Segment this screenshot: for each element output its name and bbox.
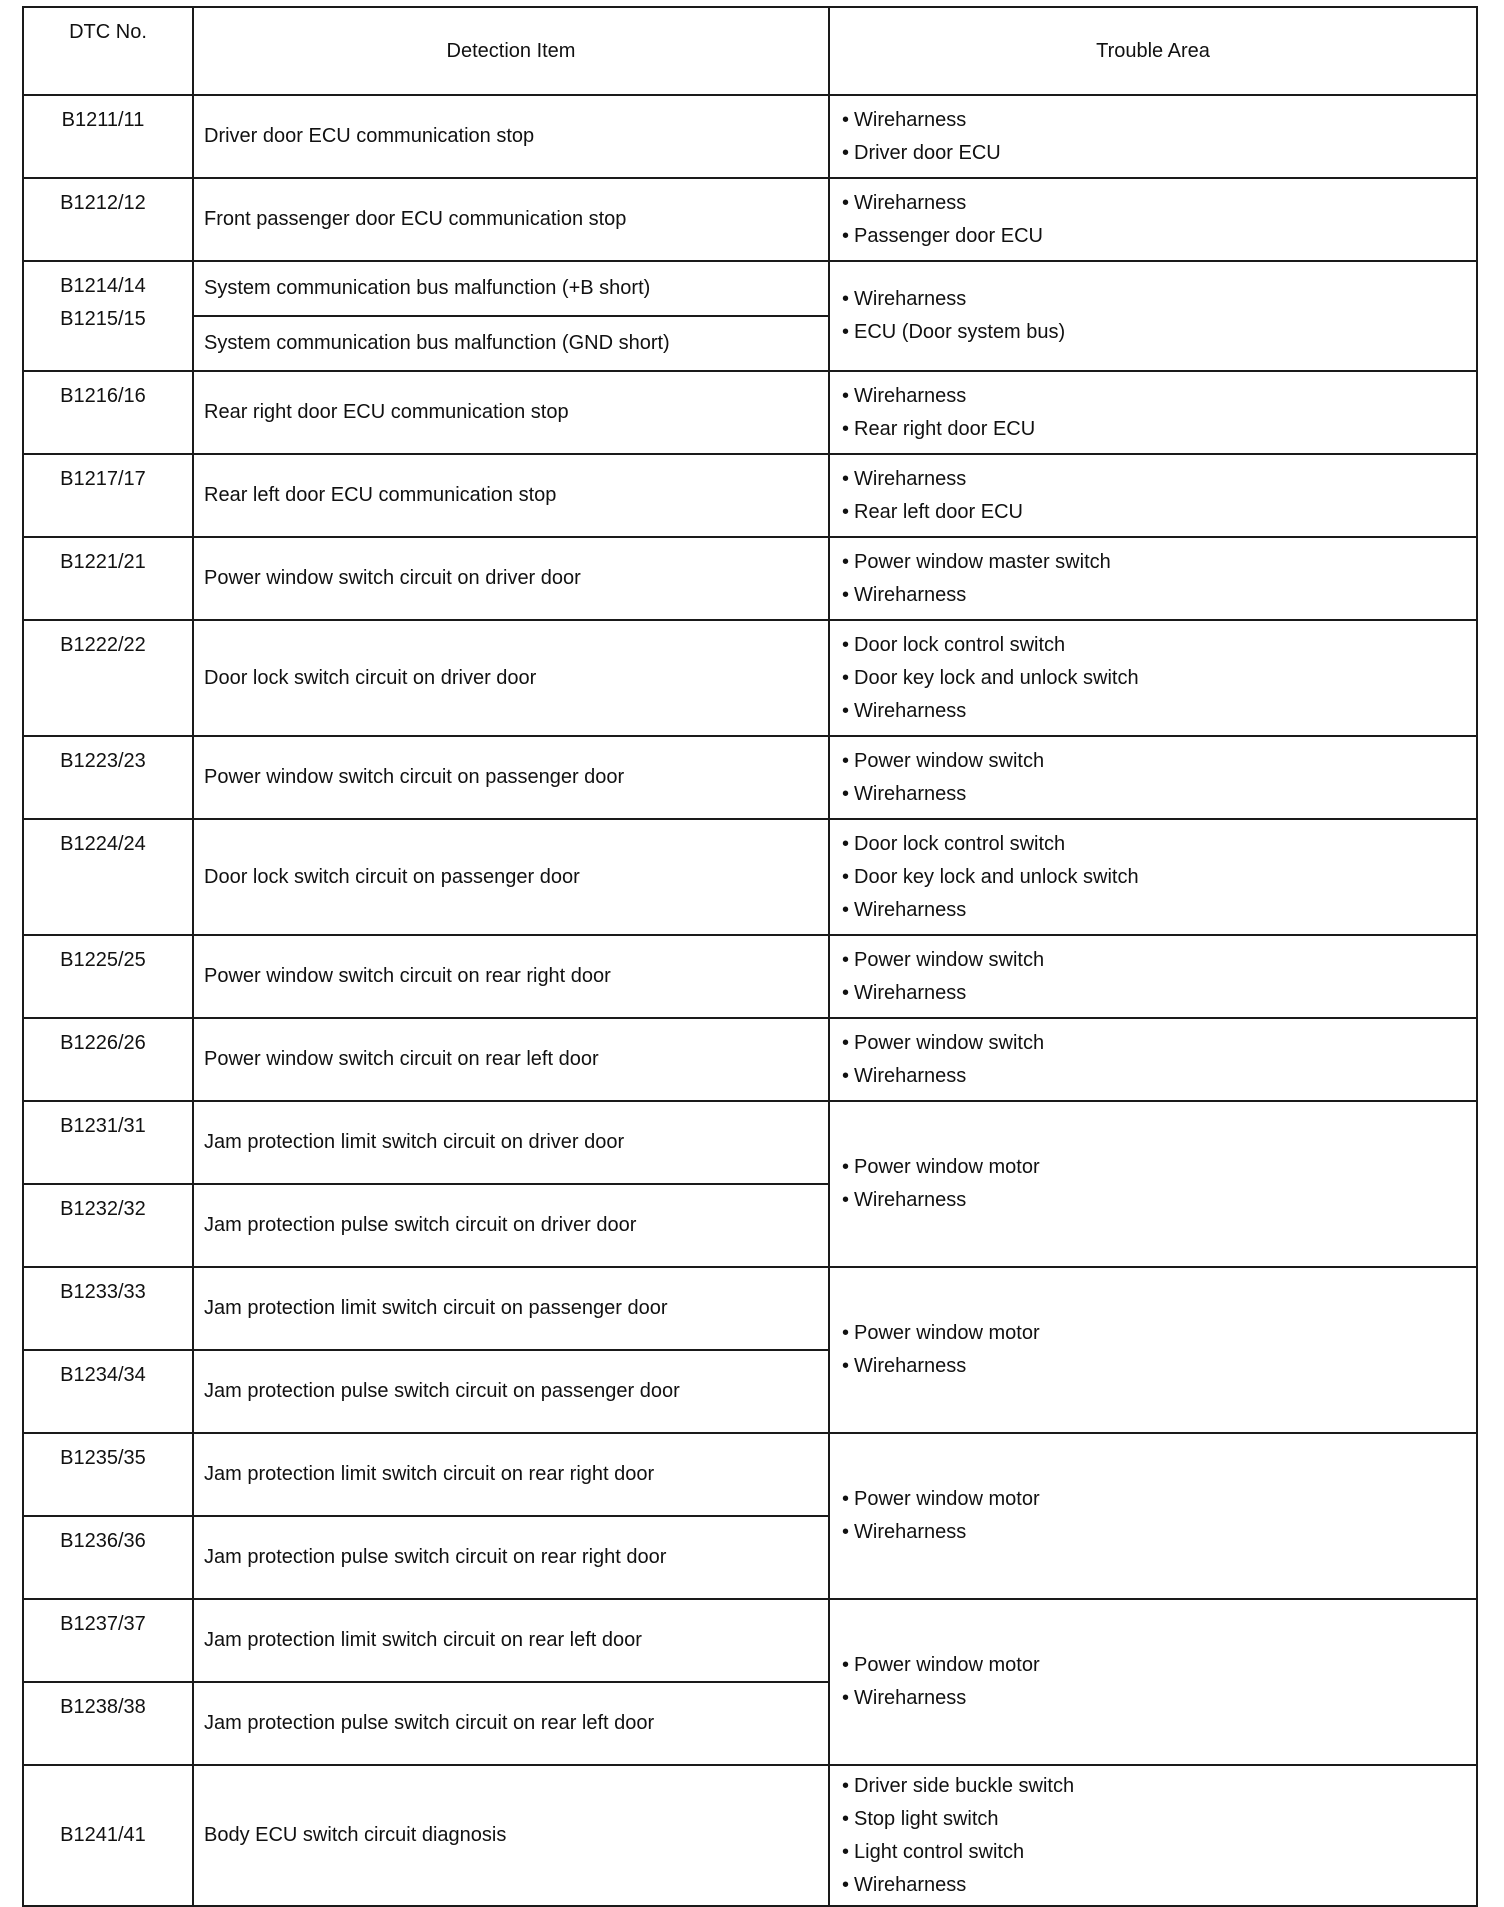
detection-item: Body ECU switch circuit diagnosis	[193, 1765, 829, 1906]
bullet-icon: •	[842, 1840, 850, 1863]
bullet-icon: •	[842, 948, 850, 971]
trouble-item: • Wireharness	[842, 695, 1476, 728]
dtc-code: B1232/32	[23, 1184, 193, 1267]
table-row	[23, 1267, 1477, 1350]
dtc-code: B1237/37	[23, 1599, 193, 1682]
trouble-item: • Power window switch	[842, 1027, 1476, 1060]
detection-item: Door lock switch circuit on driver door	[193, 620, 829, 736]
bullet-icon: •	[842, 550, 850, 573]
trouble-item: • Door key lock and unlock switch	[842, 861, 1476, 894]
detection-item: Jam protection limit switch circuit on rear left door	[193, 1599, 829, 1682]
trouble-item: • Power window motor	[842, 1649, 1476, 1682]
trouble-area	[829, 261, 1477, 371]
trouble-item: • Light control switch	[842, 1836, 1476, 1869]
dtc-code: B1216/16	[23, 371, 193, 454]
bullet-icon: •	[842, 1687, 850, 1709]
header-dtc-no: DTC No.	[23, 7, 193, 95]
dtc-code: B1222/22	[23, 620, 193, 736]
trouble-item: • Power window motor	[842, 1483, 1476, 1516]
table-row	[23, 819, 1477, 935]
detection-item: Rear right door ECU communication stop	[193, 371, 829, 454]
dtc-code: B1238/38	[23, 1682, 193, 1765]
dtc-code: B1214/14 B1215/15	[23, 261, 193, 371]
trouble-area	[829, 1267, 1477, 1433]
trouble-area	[829, 1018, 1477, 1101]
bullet-icon: •	[842, 1189, 850, 1211]
dtc-code: B1236/36	[23, 1516, 193, 1599]
table-row	[23, 620, 1477, 736]
trouble-area	[829, 537, 1477, 620]
detection-item: Power window switch circuit on passenger door	[193, 736, 829, 819]
trouble-item: • Power window master switch	[842, 546, 1476, 579]
bullet-icon: •	[842, 898, 850, 921]
detection-item: Jam protection pulse switch circuit on driver door	[193, 1184, 829, 1267]
trouble-item: • Wireharness	[842, 463, 1476, 496]
trouble-item: • Door lock control switch	[842, 629, 1476, 662]
trouble-item: • Wireharness	[842, 1516, 1476, 1549]
dtc-code: B1221/21	[23, 537, 193, 620]
table-row	[23, 371, 1477, 454]
detection-item: System communication bus malfunction (+B short)	[193, 261, 829, 316]
table-row	[23, 1433, 1477, 1516]
bullet-icon: •	[842, 832, 850, 855]
dtc-code: B1217/17	[23, 454, 193, 537]
trouble-area	[829, 178, 1477, 261]
trouble-item: • Rear right door ECU	[842, 413, 1476, 446]
trouble-item: • Power window motor	[842, 1317, 1476, 1350]
bullet-icon: •	[842, 1031, 850, 1054]
dtc-code: B1241/41	[23, 1765, 193, 1906]
detection-item: Jam protection pulse switch circuit on passenger door	[193, 1350, 829, 1433]
trouble-item: • Wireharness	[842, 380, 1476, 413]
dtc-code: B1234/34	[23, 1350, 193, 1433]
trouble-item: • Door lock control switch	[842, 828, 1476, 861]
bullet-icon: •	[842, 865, 850, 888]
trouble-item: • Wireharness	[842, 1350, 1476, 1383]
bullet-icon: •	[842, 1355, 850, 1377]
detection-item: Power window switch circuit on driver door	[193, 537, 829, 620]
trouble-area	[829, 620, 1477, 736]
trouble-item: • Wireharness	[842, 1060, 1476, 1093]
trouble-area	[829, 1765, 1477, 1906]
bullet-icon: •	[842, 1807, 850, 1830]
detection-item: Jam protection pulse switch circuit on rear left door	[193, 1682, 829, 1765]
bullet-icon: •	[842, 981, 850, 1004]
trouble-item: • Wireharness	[842, 778, 1476, 811]
bullet-icon: •	[842, 224, 850, 247]
table-row	[23, 537, 1477, 620]
trouble-item: • Driver side buckle switch	[842, 1770, 1476, 1803]
bullet-icon: •	[842, 141, 850, 164]
trouble-item: • Wireharness	[842, 1682, 1476, 1715]
detection-item: Front passenger door ECU communication stop	[193, 178, 829, 261]
dtc-code: B1231/31	[23, 1101, 193, 1184]
detection-item: Power window switch circuit on rear right door	[193, 935, 829, 1018]
trouble-item: • Wireharness	[842, 1869, 1476, 1902]
trouble-area	[829, 371, 1477, 454]
table-row	[23, 1765, 1477, 1906]
trouble-area	[829, 819, 1477, 935]
dtc-code: B1212/12	[23, 178, 193, 261]
detection-item: Door lock switch circuit on passenger door	[193, 819, 829, 935]
trouble-area	[829, 1433, 1477, 1599]
bullet-icon: •	[842, 417, 850, 440]
trouble-area	[829, 1599, 1477, 1765]
dtc-code: B1225/25	[23, 935, 193, 1018]
header-trouble-area: Trouble Area	[829, 7, 1477, 95]
table-row	[23, 935, 1477, 1018]
detection-item: Jam protection pulse switch circuit on rear right door	[193, 1516, 829, 1599]
header-detection-item: Detection Item	[193, 7, 829, 95]
table-row	[23, 736, 1477, 819]
table-row	[23, 1018, 1477, 1101]
dtc-table	[22, 6, 1478, 1907]
bullet-icon: •	[842, 782, 850, 805]
trouble-item: • Power window motor	[842, 1151, 1476, 1184]
bullet-icon: •	[842, 633, 850, 656]
bullet-icon: •	[842, 1654, 850, 1676]
bullet-icon: •	[842, 1774, 850, 1797]
dtc-code: B1226/26	[23, 1018, 193, 1101]
trouble-item: • Driver door ECU	[842, 137, 1476, 170]
trouble-area	[829, 935, 1477, 1018]
trouble-area	[829, 95, 1477, 178]
detection-item: Rear left door ECU communication stop	[193, 454, 829, 537]
table-row	[23, 178, 1477, 261]
trouble-item: • Door key lock and unlock switch	[842, 662, 1476, 695]
trouble-area	[829, 736, 1477, 819]
table-row	[23, 95, 1477, 178]
table-row	[23, 1599, 1477, 1682]
detection-item: Power window switch circuit on rear left door	[193, 1018, 829, 1101]
bullet-icon: •	[842, 1322, 850, 1344]
trouble-item: • ECU (Door system bus)	[842, 316, 1476, 349]
trouble-area	[829, 454, 1477, 537]
trouble-item: • Wireharness	[842, 579, 1476, 612]
bullet-icon: •	[842, 699, 850, 722]
bullet-icon: •	[842, 1521, 850, 1543]
bullet-icon: •	[842, 583, 850, 606]
bullet-icon: •	[842, 384, 850, 407]
detection-item: Jam protection limit switch circuit on passenger door	[193, 1267, 829, 1350]
trouble-area	[829, 1101, 1477, 1267]
dtc-code: B1233/33	[23, 1267, 193, 1350]
table-row	[23, 261, 1477, 316]
table-header-row	[23, 7, 1477, 95]
trouble-item: • Stop light switch	[842, 1803, 1476, 1836]
trouble-item: • Power window switch	[842, 944, 1476, 977]
trouble-item: • Passenger door ECU	[842, 220, 1476, 253]
trouble-item: • Rear left door ECU	[842, 496, 1476, 529]
detection-item: System communication bus malfunction (GND short)	[193, 316, 829, 371]
trouble-item: • Wireharness	[842, 104, 1476, 137]
bullet-icon: •	[842, 500, 850, 523]
table-row	[23, 1101, 1477, 1184]
bullet-icon: •	[842, 191, 850, 214]
bullet-icon: •	[842, 1156, 850, 1178]
trouble-item: • Wireharness	[842, 894, 1476, 927]
trouble-item: • Wireharness	[842, 283, 1476, 316]
bullet-icon: •	[842, 749, 850, 772]
trouble-item: • Wireharness	[842, 977, 1476, 1010]
bullet-icon: •	[842, 321, 850, 343]
bullet-icon: •	[842, 1873, 850, 1896]
dtc-code: B1235/35	[23, 1433, 193, 1516]
bullet-icon: •	[842, 666, 850, 689]
bullet-icon: •	[842, 467, 850, 490]
trouble-item: • Power window switch	[842, 745, 1476, 778]
detection-item: Jam protection limit switch circuit on rear right door	[193, 1433, 829, 1516]
table-row	[23, 454, 1477, 537]
detection-item: Jam protection limit switch circuit on driver door	[193, 1101, 829, 1184]
bullet-icon: •	[842, 108, 850, 131]
bullet-icon: •	[842, 1488, 850, 1510]
bullet-icon: •	[842, 288, 850, 310]
trouble-item: • Wireharness	[842, 1184, 1476, 1217]
dtc-code: B1211/11	[23, 95, 193, 178]
dtc-code: B1223/23	[23, 736, 193, 819]
trouble-item: • Wireharness	[842, 187, 1476, 220]
detection-item: Driver door ECU communication stop	[193, 95, 829, 178]
bullet-icon: •	[842, 1064, 850, 1087]
dtc-code: B1224/24	[23, 819, 193, 935]
